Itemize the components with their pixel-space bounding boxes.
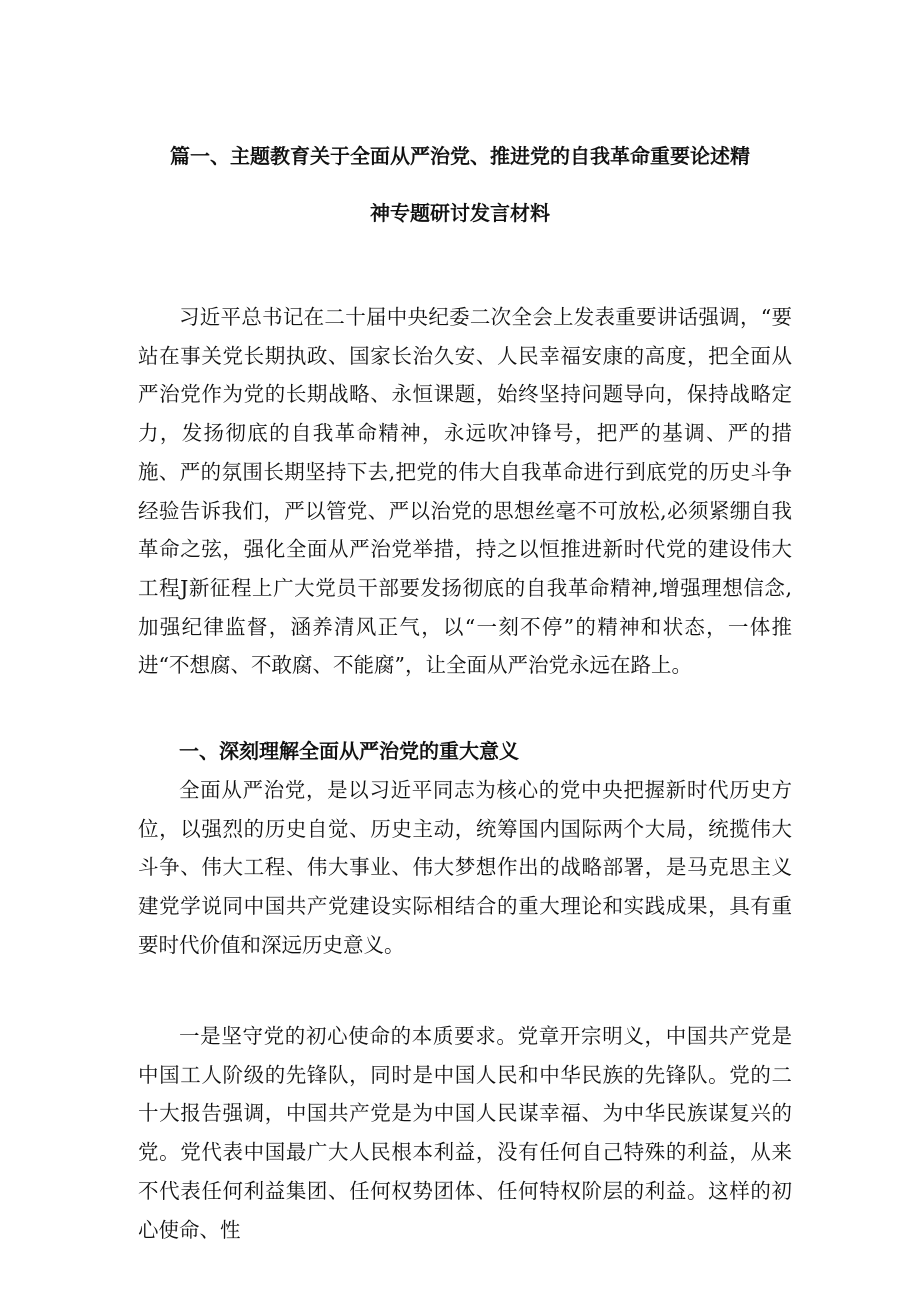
document-title-line-1: 篇一、主题教育关于全面从严治党、推进党的自我革命重要论述精 <box>170 144 750 168</box>
paragraph-significance: 全面从严治党，是以习近平同志为核心的党中央把握新时代历史方位，以强烈的历史自觉、历史主动，统筹国内国际两个大局，统揽伟大斗争、伟大工程、伟大事业、伟大梦想作出的战略部署，是马克思主义建党学说同中国共产党建设实际相结合的重大理论和实践成果，具有重要时代价值和深远历史意义。 <box>138 778 792 957</box>
document-title-line-2: 神专题研讨发言材料 <box>370 201 550 225</box>
section-heading-1: 一、深刻理解全面从严治党的重大意义 <box>179 739 519 763</box>
paragraph-first-point: 一是坚守党的初心使命的本质要求。党章开宗明义，中国共产党是中国工人阶级的先锋队，同时是中国人民和中华民族的先锋队。党的二十大报告强调，中国共产党是为中国人民谋幸福、为中华民族谋复兴的党。党代表中国最广大人民根本利益，没有任何自己特殊的利益，从来不代表任何利益集团、任何权势团体、任何特权阶层的利益。这样的初心使命、性 <box>138 1024 792 1242</box>
paragraph-intro: 习近平总书记在二十届中央纪委二次全会上发表重要讲话强调，“要站在事关党长期执政、国家长治久安、人民幸福安康的高度，把全面从严治党作为党的长期战略、永恒课题，始终坚持问题导向，保持战略定力，发扬彻底的自我革命精神，永远吹冲锋号，把严的基调、严的措施、严的氛围长期坚持下去,把党的伟大自我革命进行到底党的历史斗争经验告诉我们，严以管党、严以治党的思想丝毫不可放松,必须紧绷自我革命之弦，强化全面从严治党举措，持之以恒推进新时代党的建设伟大工程J新征程上广大党员干部要发扬彻底的自我革命精神,增强理想信念,加强纪律监督，涵养清风正气，以“一刻不停”的精神和状态，一体推进“不想腐、不敢腐、不能腐”，让全面从严治党永远在路上。 <box>138 305 792 678</box>
